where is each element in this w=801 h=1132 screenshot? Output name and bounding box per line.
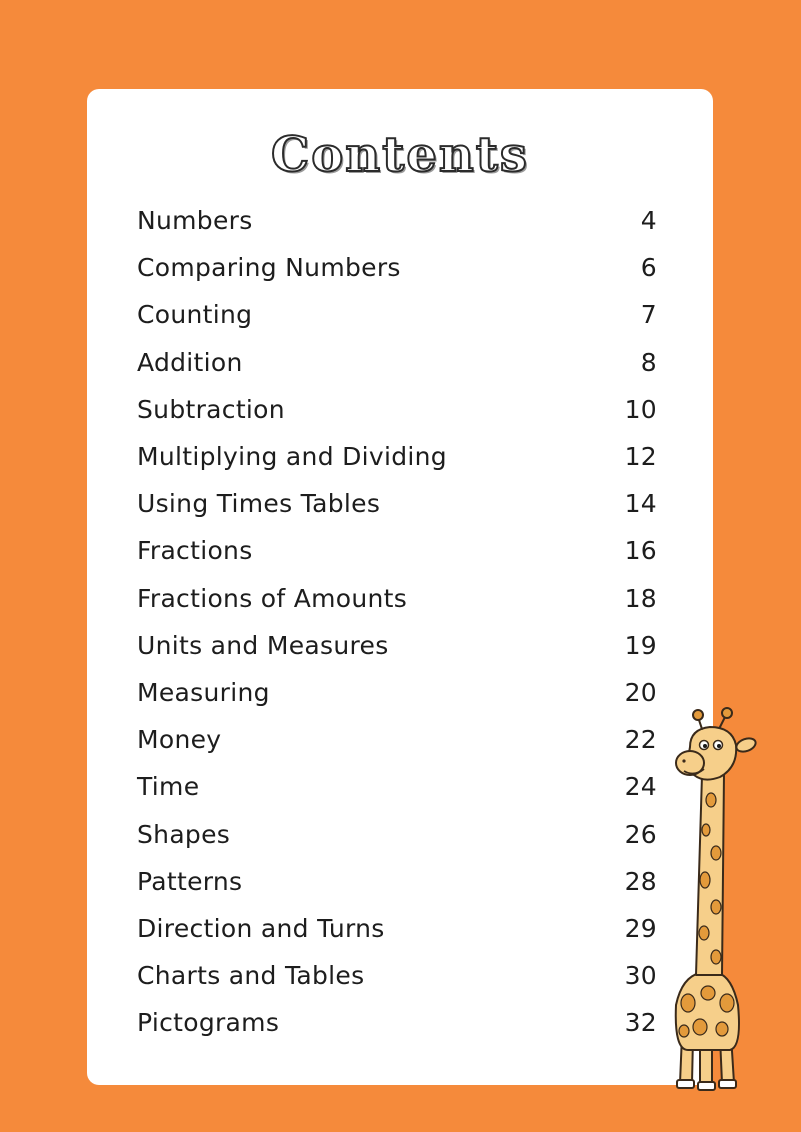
toc-entry [137, 763, 657, 810]
toc-entry-page-number: 10 [624, 394, 657, 424]
toc-entry-page-number: 12 [624, 442, 657, 472]
toc-entry-title: Units and Measures [137, 630, 389, 660]
toc-entry-title: Shapes [137, 819, 231, 849]
toc-entry-page-number: 26 [624, 819, 657, 849]
toc-entry-page-number: 32 [624, 1008, 657, 1038]
toc-entry-page-number: 29 [624, 913, 657, 943]
toc-entry [137, 858, 657, 905]
toc-entry [137, 197, 657, 244]
toc-entry [137, 952, 657, 999]
toc-entry-page-number: 22 [624, 725, 657, 755]
toc-entry [137, 575, 657, 622]
toc-entry [137, 669, 657, 716]
toc-entry-page-number: 6 [640, 253, 657, 283]
toc-entry [137, 244, 657, 291]
toc-entry-title: Charts and Tables [137, 961, 365, 991]
toc-entry-title: Time [137, 772, 200, 802]
contents-card [87, 89, 713, 1085]
toc-entry [137, 905, 657, 952]
toc-entry-title: Subtraction [137, 394, 285, 424]
toc-entry [137, 716, 657, 763]
toc-entry [137, 527, 657, 574]
toc-entry-title: Patterns [137, 866, 243, 896]
toc-entry-page-number: 7 [640, 300, 657, 330]
toc-entry-page-number: 28 [624, 866, 657, 896]
toc-entry [137, 291, 657, 338]
page-title: Contents [271, 127, 529, 183]
toc-entry-page-number: 4 [640, 206, 657, 236]
toc-entry-page-number: 24 [624, 772, 657, 802]
toc-entry-title: Numbers [137, 206, 253, 236]
toc-entry [137, 386, 657, 433]
toc-entry [137, 339, 657, 386]
toc-entry-title: Pictograms [137, 1008, 280, 1038]
toc-entry-title: Fractions [137, 536, 253, 566]
toc-entry-title: Multiplying and Dividing [137, 442, 447, 472]
toc-entry-title: Counting [137, 300, 253, 330]
toc-entry [137, 433, 657, 480]
table-of-contents [137, 197, 657, 1046]
toc-entry-title: Money [137, 725, 222, 755]
toc-entry-title: Addition [137, 347, 243, 377]
toc-entry-title: Fractions of Amounts [137, 583, 408, 613]
toc-entry [137, 810, 657, 857]
toc-entry-page-number: 20 [624, 677, 657, 707]
toc-entry-title: Using Times Tables [137, 489, 381, 519]
toc-entry-title: Comparing Numbers [137, 253, 401, 283]
toc-entry-page-number: 14 [624, 489, 657, 519]
toc-entry [137, 999, 657, 1046]
toc-entry-title: Direction and Turns [137, 913, 385, 943]
toc-entry-page-number: 8 [640, 347, 657, 377]
toc-entry-page-number: 30 [624, 961, 657, 991]
toc-entry-page-number: 19 [624, 630, 657, 660]
giraffe-illustration [660, 705, 760, 1095]
toc-entry [137, 480, 657, 527]
toc-entry-page-number: 16 [624, 536, 657, 566]
toc-entry-title: Measuring [137, 677, 270, 707]
toc-entry [137, 622, 657, 669]
toc-entry-page-number: 18 [624, 583, 657, 613]
